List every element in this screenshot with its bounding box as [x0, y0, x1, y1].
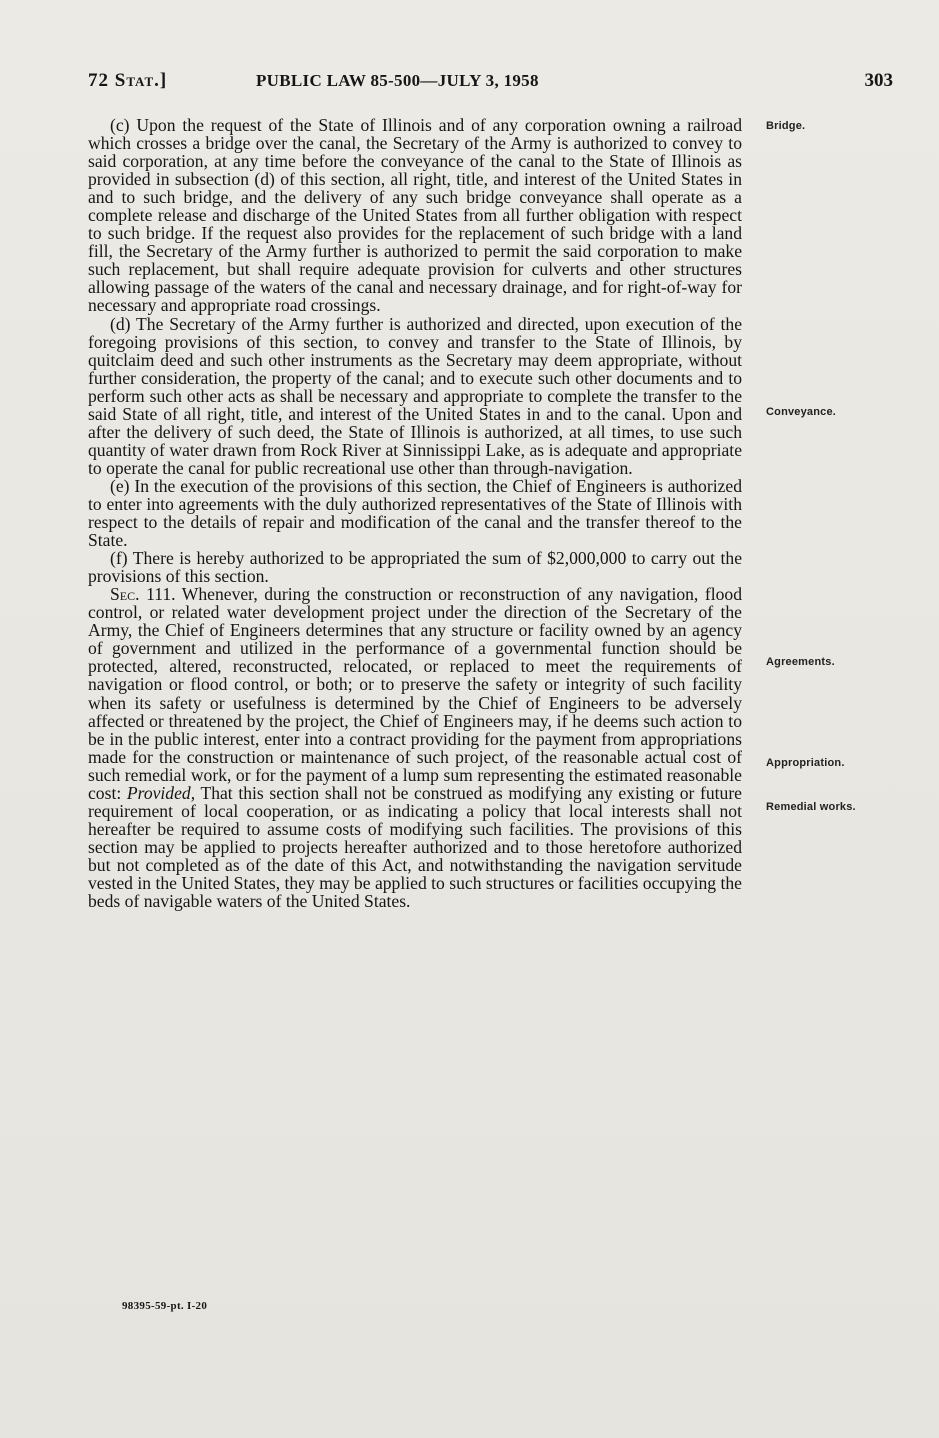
page-number: 303 — [864, 70, 893, 91]
running-header — [88, 70, 893, 94]
margin-note-bridge: Bridge. — [766, 120, 806, 132]
proviso: Provided, — [126, 782, 196, 803]
section-111-text-a: 111. Whenever, during the construction or reconstruction of any navigation, flood control, or related water development project under the direction of the Secretary of the Army, the Chief of Engineers determines that any structure or facility owned by an agency of government and utilized in the performance of a governmental function should be protected, altered, reconstructed, relocated, or replaced to meet the requirements of navigation or flood control, or both; or to preserve the safety or integrity of such facility when its safety or usefulness is determined by the Chief of Engineers to be adversely affected or threatened by the project, the Chief of Engineers may, if he deems such action to be in the public interest, enter into a contract providing for the payment from appropriations made for the construction or maintenance of such project, of the reasonable actual cost of such remedial work, or for the payment of a lump sum representing the estimated reasonable cost: — [88, 584, 742, 803]
law-title: PUBLIC LAW 85-500—JULY 3, 1958 — [256, 71, 539, 90]
paragraph-e: (e) In the execution of the provisions of this section, the Chief of Engineers is authorized to enter into agreements with the duly authorized representatives of the State of Illinois with respect to the details of repair and modification of the canal and the transfer thereof to the State. — [88, 475, 742, 551]
body-text — [88, 116, 742, 910]
margin-note-remedial-works: Remedial works. — [766, 801, 856, 813]
margin-note-agreements: Agreements. — [766, 656, 835, 668]
paragraph-f: (f) There is hereby authorized to be appropriated the sum of $2,000,000 to carry out the provisions of this section. — [88, 548, 742, 587]
paragraph-d: (d) The Secretary of the Army further is authorized and directed, upon execution of the foregoing provisions of this section, to convey and transfer to the State of Illinois, by quitclaim deed and such other instruments as the Secretary may deem appropriate, without further consideration, the property of the canal; and to execute such other documents and to perform such other acts as shall be necessary and appropriate to complete the transfer to the said State of all right, title, and interest of the United States in and to the canal. Upon and after the delivery of such deed, the State of Illinois is authorized, at all times, to use such quantity of water drawn from Rock River at Sinnissippi Lake, as is adequate and appropriate to operate the canal for public recreational use other than through-navigation. — [88, 313, 742, 478]
statute-reference: 72 Stat.] — [88, 70, 168, 91]
margin-note-conveyance: Conveyance. — [766, 406, 837, 418]
section-111-text-b: That this section shall not be construed as modifying any existing or future requirement of local cooperation, or as indicating a policy that local interests shall not hereafter be required to assume costs of modifying such facilities. The provisions of this section may be applied to projects hereafter authorized and to those heretofore authorized but not completed as of the date of this Act, and notwithstanding the navigation servitude vested in the United States, they may be applied to such structures or facilities occupying the beds of navigable waters of the United States. — [88, 782, 742, 912]
section-111 — [88, 585, 742, 910]
paragraph-c: (c) Upon the request of the State of Illinois and of any corporation owning a railroad which crosses a bridge over the canal, the Secretary of the Army is authorized to convey to said corporation, at any time before the conveyance of the canal to the State of Illinois as provided in subsection (d) of this section, all right, title, and interest of the United States in and to such bridge, and the delivery of any such bridge conveyance shall operate as a complete release and discharge of the United States from all further obligation with respect to such bridge. If the request also provides for the replacement of such bridge with a land fill, the Secretary of the Army further is authorized to permit the said corporation to make such replacement, but shall require adequate provision for culverts and other structures allowing passage of the waters of the canal and necessary drainage, and for right-of-way for necessary and appropriate road crossings. — [88, 115, 742, 316]
margin-note-appropriation: Appropriation. — [766, 757, 845, 769]
section-label: Sec. — [110, 584, 140, 605]
printer-signature: 98395-59-pt. I-20 — [122, 1300, 208, 1312]
